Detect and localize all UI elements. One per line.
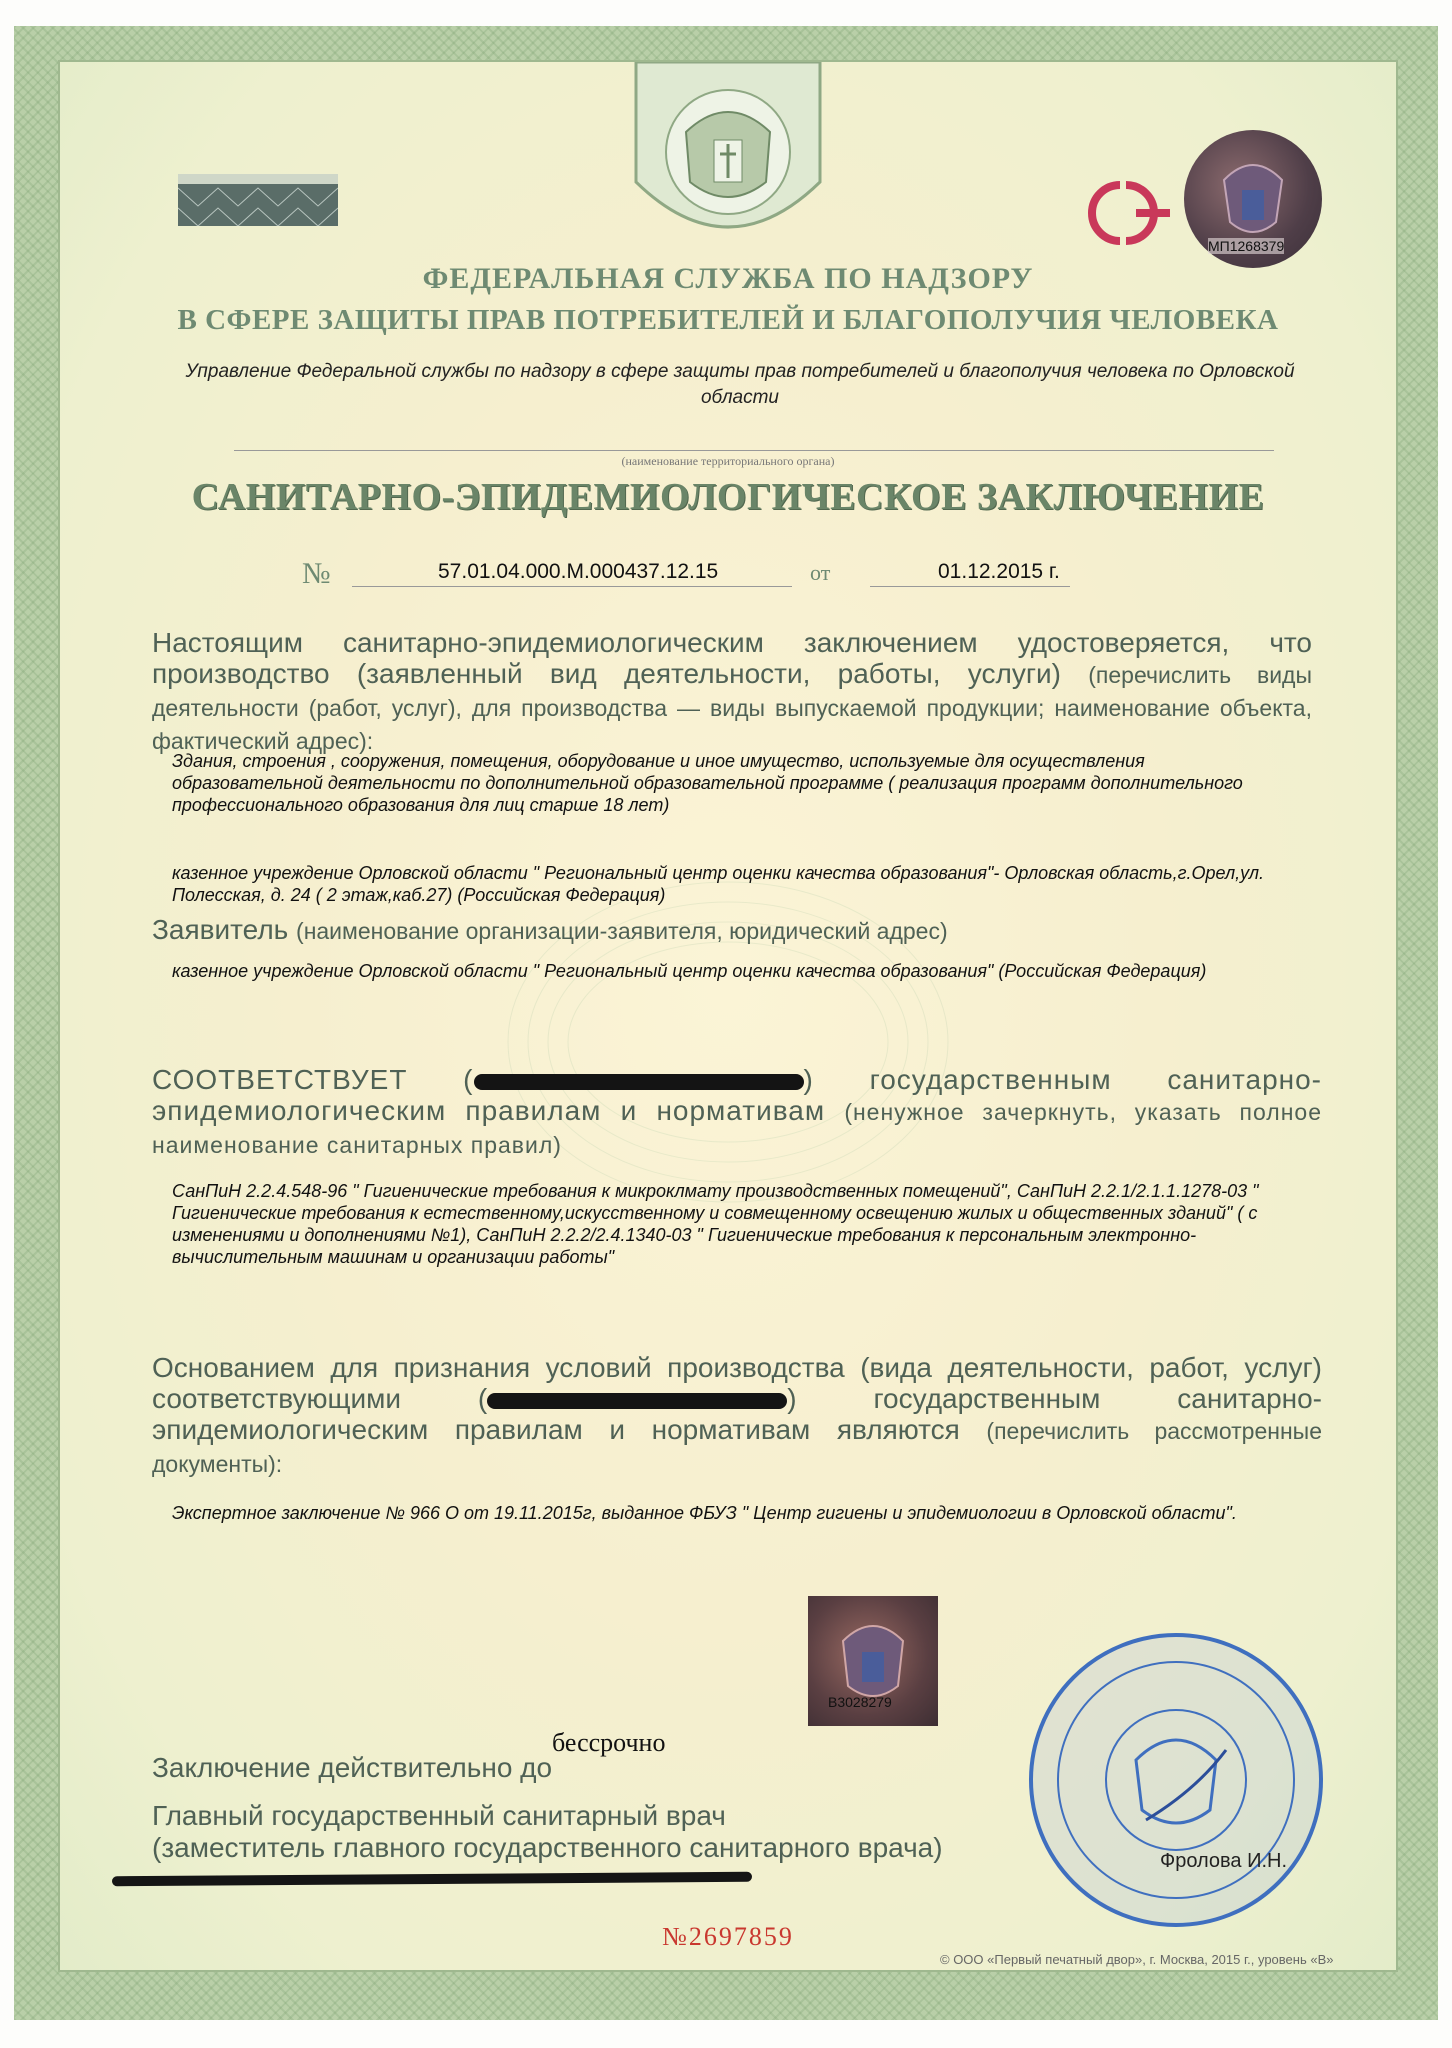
certifies-lead: Настоящим санитарно-эпидемиологическим заключением удостоверяется, что производство (заявленный вид деятельности, работы, услуги): [152, 627, 1312, 689]
signatory-name: Фролова И.Н.: [1160, 1850, 1288, 1872]
hologram-top-code: МП1268379: [1208, 238, 1285, 254]
activity-description: Здания, строения , сооружения, помещения, оборудование и иное имущество, используемые для осуществления образовательной деятельности по дополнительной образовательной программе ( реализация программ дополнительного профессионального образования для лиц старше 18 лет): [172, 751, 1243, 815]
object-address: казенное учреждение Орловской области " Региональный центр оценки качества образования"- Орловская область,г.Орел,ул. Полесская, д. 24 ( 2 этаж,каб.27) (Российская Федерация): [172, 863, 1265, 905]
chief-deputy-title: (заместитель главного государственного санитарного врача): [152, 1832, 943, 1863]
chief-title: Главный государственный санитарный врач: [152, 1800, 726, 1831]
certificate-body: [58, 60, 1398, 1972]
certifies-hint: (перечислить виды деятельности (работ, услуг), для производства — виды выпускаемой продукции; наименование объекта, фактический адрес):: [152, 662, 1312, 754]
number-rule: [352, 586, 792, 587]
applicant-hint: (наименование организации-заявителя, юридический адрес): [296, 918, 948, 944]
hologram-seal-top: [1184, 130, 1322, 268]
rospotrebnadzor-emblem: [616, 62, 840, 262]
grounds-hint: (перечислить рассмотренные документы):: [152, 1418, 1322, 1477]
hologram-mid-code: В3028279: [828, 1694, 892, 1710]
document-title: САНИТАРНО-ЭПИДЕМИОЛОГИЧЕСКОЕ ЗАКЛЮЧЕНИЕ: [191, 476, 1265, 518]
grounds-paragraph: Основанием для признания условий производства (вида деятельности, работ, услуг) соответствующими ( ) государственным санитарно-эпидемиологическим правилам и нормативам являются (перечислить рассмотренные документы):: [152, 1352, 1322, 1477]
territorial-body-caption: (наименование территориального органа): [621, 454, 835, 468]
territorial-body-rule: [234, 450, 1274, 451]
document-number: 57.01.04.000.М.000437.12.15: [438, 560, 719, 583]
sanitary-rules: СанПиН 2.2.4.548-96 " Гигиенические требования к микроклмату производственных помещений", СанПиН 2.2.1/2.1.1.1278-03 " Гигиенические требования к естественному,искусственному и совмещенному освещению жилых и общественных зданий" ( с изменениями и дополнениями №1), СанПиН 2.2.2/2.4.1340-03 " Гигиенические требования к персональным электронно-вычислительным машинам и организации работы": [172, 1181, 1259, 1267]
redaction-mark-2: [487, 1393, 787, 1409]
compliance-word: СООТВЕТСТВУЕТ: [152, 1064, 408, 1095]
security-hologram-strip: [178, 174, 338, 226]
compliance-text: государственным санитарно-эпидемиологическим правилам и нормативам: [152, 1064, 1323, 1126]
territorial-body: Управление Федеральной службы по надзору в сфере защиты прав потребителей и благополучия человека по Орловской области: [185, 361, 1295, 408]
agency-line-2: В СФЕРЕ ЗАЩИТЫ ПРАВ ПОТРЕБИТЕЛЕЙ И БЛАГОПОЛУЧИЯ ЧЕЛОВЕКА: [177, 304, 1279, 336]
applicant-line: [152, 914, 1312, 947]
form-serial-number: №2697859: [662, 1922, 794, 1951]
number-label: №: [302, 557, 331, 590]
compliance-hint: (ненужное зачеркнуть, указать полное наименование санитарных правил): [152, 1099, 1322, 1158]
applicant-value: казенное учреждение Орловской области " Региональный центр оценки качества образования" (Российская Федерация): [172, 961, 1207, 981]
grounds-lead-b: государственным санитарно-эпидемиологическим правилам и нормативам являются: [152, 1383, 1322, 1445]
document-date: 01.12.2015 г.: [938, 560, 1060, 583]
hologram-seal-middle: [808, 1596, 938, 1726]
conformity-mark-icon: [1070, 177, 1176, 249]
agency-line-1: ФЕДЕРАЛЬНАЯ СЛУЖБА ПО НАДЗОРУ: [422, 262, 1034, 295]
redaction-mark: [474, 1074, 804, 1090]
validity-label: Заключение действительно до: [152, 1752, 553, 1783]
printer-footer: © ООО «Первый печатный двор», г. Москва, 2015 г., уровень «В»: [940, 1952, 1334, 1967]
certifies-paragraph: [152, 627, 1312, 757]
date-label: от: [810, 560, 831, 585]
grounds-lead-a: Основанием для признания условий производства (вида деятельности, работ, услуг) соответствующими: [152, 1352, 1322, 1414]
official-stamp: [1026, 1630, 1326, 1930]
compliance-paragraph: СООТВЕТСТВУЕТ ( ) государственным санитарно-эпидемиологическим правилам и нормативам (ненужное зачеркнуть, указать полное наименование санитарных правил): [152, 1064, 1323, 1158]
date-rule: [870, 586, 1070, 587]
validity-value: бессрочно: [552, 1728, 666, 1757]
applicant-label: Заявитель: [152, 914, 289, 945]
expert-conclusion: Экспертное заключение № 966 О от 19.11.2015г, выданное ФБУЗ " Центр гигиены и эпидемиологии в Орловской области".: [172, 1503, 1237, 1523]
